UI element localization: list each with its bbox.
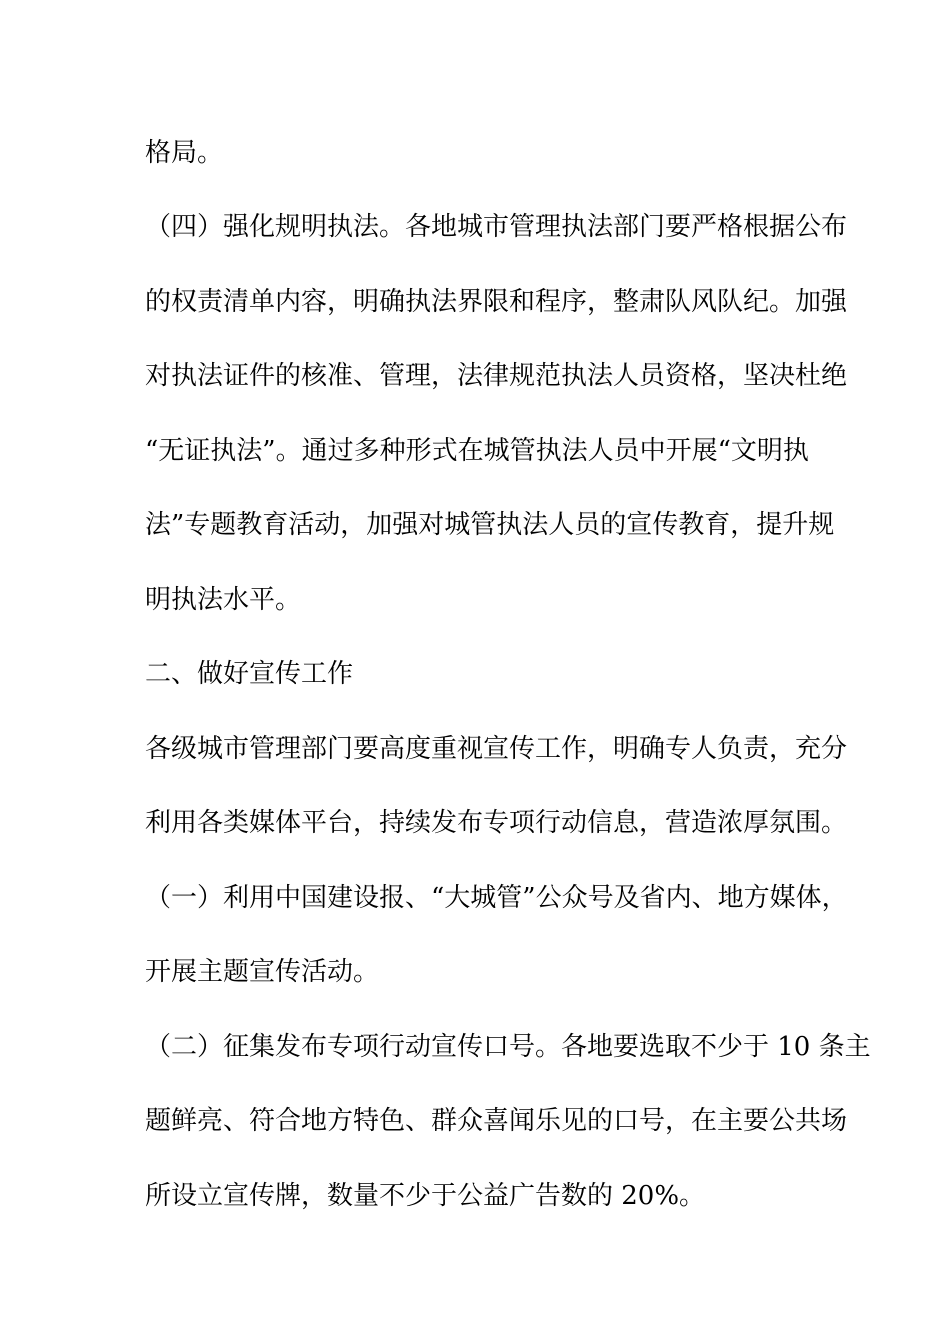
text-line: 题鲜亮、符合地方特色、群众喜闻乐见的口号，在主要公共场	[145, 1106, 848, 1136]
section-heading-2: 二、做好宣传工作	[145, 659, 354, 689]
subsection-1: （一）利用中国建设报、“大城管”公众号及省内、地方媒体，	[145, 883, 848, 913]
text-line: 利用各类媒体平台，持续发布专项行动信息，营造浓厚氛围。	[145, 808, 848, 838]
text-line: 法”专题教育活动，加强对城管执法人员的宣传教育，提升规	[145, 510, 835, 540]
text-line: 对执法证件的核准、管理，法律规范执法人员资格，坚决杜绝	[145, 361, 848, 391]
text-line: 明执法水平。	[145, 585, 302, 615]
text-line: 各级城市管理部门要高度重视宣传工作，明确专人负责，充分	[145, 734, 848, 764]
text-line: “无证执法”。通过多种形式在城管执法人员中开展“文明执	[145, 436, 809, 466]
section-heading-4: （四）强化规明执法。各地城市管理执法部门要严格根据公布	[145, 212, 848, 242]
text-line: 所设立宣传牌，数量不少于公益广告数的 20%。	[145, 1181, 706, 1211]
text-line: 开展主题宣传活动。	[145, 957, 380, 987]
subsection-2: （二）征集发布专项行动宣传口号。各地要选取不少于 10 条主	[145, 1032, 871, 1062]
text-line: 格局。	[145, 138, 224, 168]
text-line: 的权责清单内容，明确执法界限和程序，整肃队风队纪。加强	[145, 287, 848, 317]
